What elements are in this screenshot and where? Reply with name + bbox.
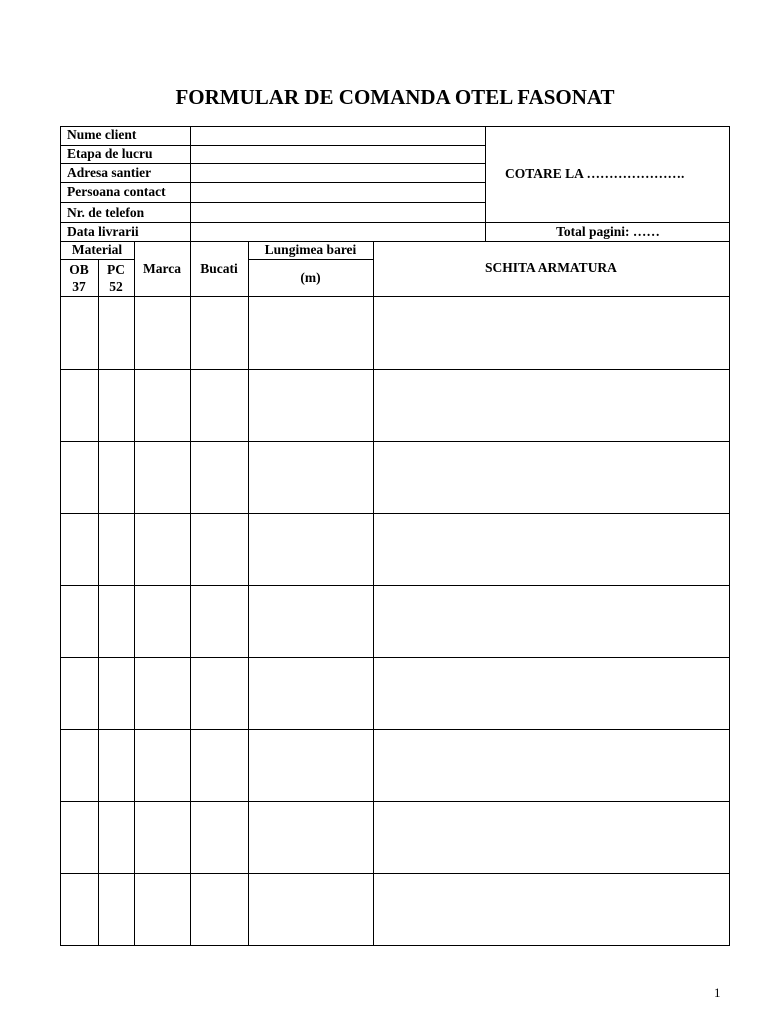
field-label-data-livrarii: Data livrarii — [67, 224, 139, 239]
col-marca: Marca — [143, 261, 181, 276]
info-section-bottom — [60, 241, 730, 242]
order-form-table — [60, 126, 730, 946]
field-label-adresa-santier: Adresa santier — [67, 165, 152, 180]
col-material: Material — [71, 242, 123, 257]
cotare-la: COTARE LA …………………. — [505, 166, 685, 181]
total-pagini: Total pagini: …… — [556, 224, 660, 239]
item-row-divider — [60, 801, 730, 802]
info-row-divider — [60, 163, 485, 164]
column-divider-lungimea — [373, 241, 374, 946]
item-row-divider — [60, 729, 730, 730]
col-pc-number: 52 — [109, 279, 123, 294]
info-row-divider — [60, 182, 485, 183]
field-label-nume-client: Nume client — [67, 127, 137, 142]
col-pc: PC — [107, 262, 125, 277]
item-row-divider — [60, 873, 730, 874]
table-border-right — [729, 126, 730, 946]
table-border-top — [60, 126, 730, 127]
item-row-divider — [60, 513, 730, 514]
info-row-divider — [60, 222, 730, 223]
column-divider-pc — [134, 241, 135, 946]
info-label-divider — [190, 126, 191, 241]
col-lungimea-unit: (m) — [300, 270, 321, 285]
lungimea-header-divider — [248, 259, 373, 260]
col-ob-number: 37 — [72, 279, 86, 294]
item-row-divider — [60, 585, 730, 586]
column-divider-marca — [190, 241, 191, 946]
column-divider-ob — [98, 259, 99, 946]
col-lungimea-barei: Lungimea barei — [264, 242, 357, 257]
item-row-divider — [60, 369, 730, 370]
table-border-bottom — [60, 945, 730, 946]
form-title: FORMULAR DE COMANDA OTEL FASONAT — [175, 85, 615, 109]
item-row-divider — [60, 441, 730, 442]
col-ob: OB — [69, 262, 89, 277]
column-divider-bucati — [248, 241, 249, 946]
col-schita-armatura: SCHITA ARMATURA — [485, 260, 617, 275]
item-row-divider — [60, 296, 730, 297]
material-header-divider — [60, 259, 134, 260]
field-label-nr-telefon: Nr. de telefon — [67, 205, 145, 220]
col-bucati: Bucati — [200, 261, 238, 276]
field-label-persoana-contact: Persoana contact — [67, 184, 166, 199]
item-row-divider — [60, 657, 730, 658]
field-label-etapa-de-lucru: Etapa de lucru — [67, 146, 153, 161]
info-row-divider — [60, 202, 485, 203]
page-number: 1 — [714, 985, 721, 1000]
